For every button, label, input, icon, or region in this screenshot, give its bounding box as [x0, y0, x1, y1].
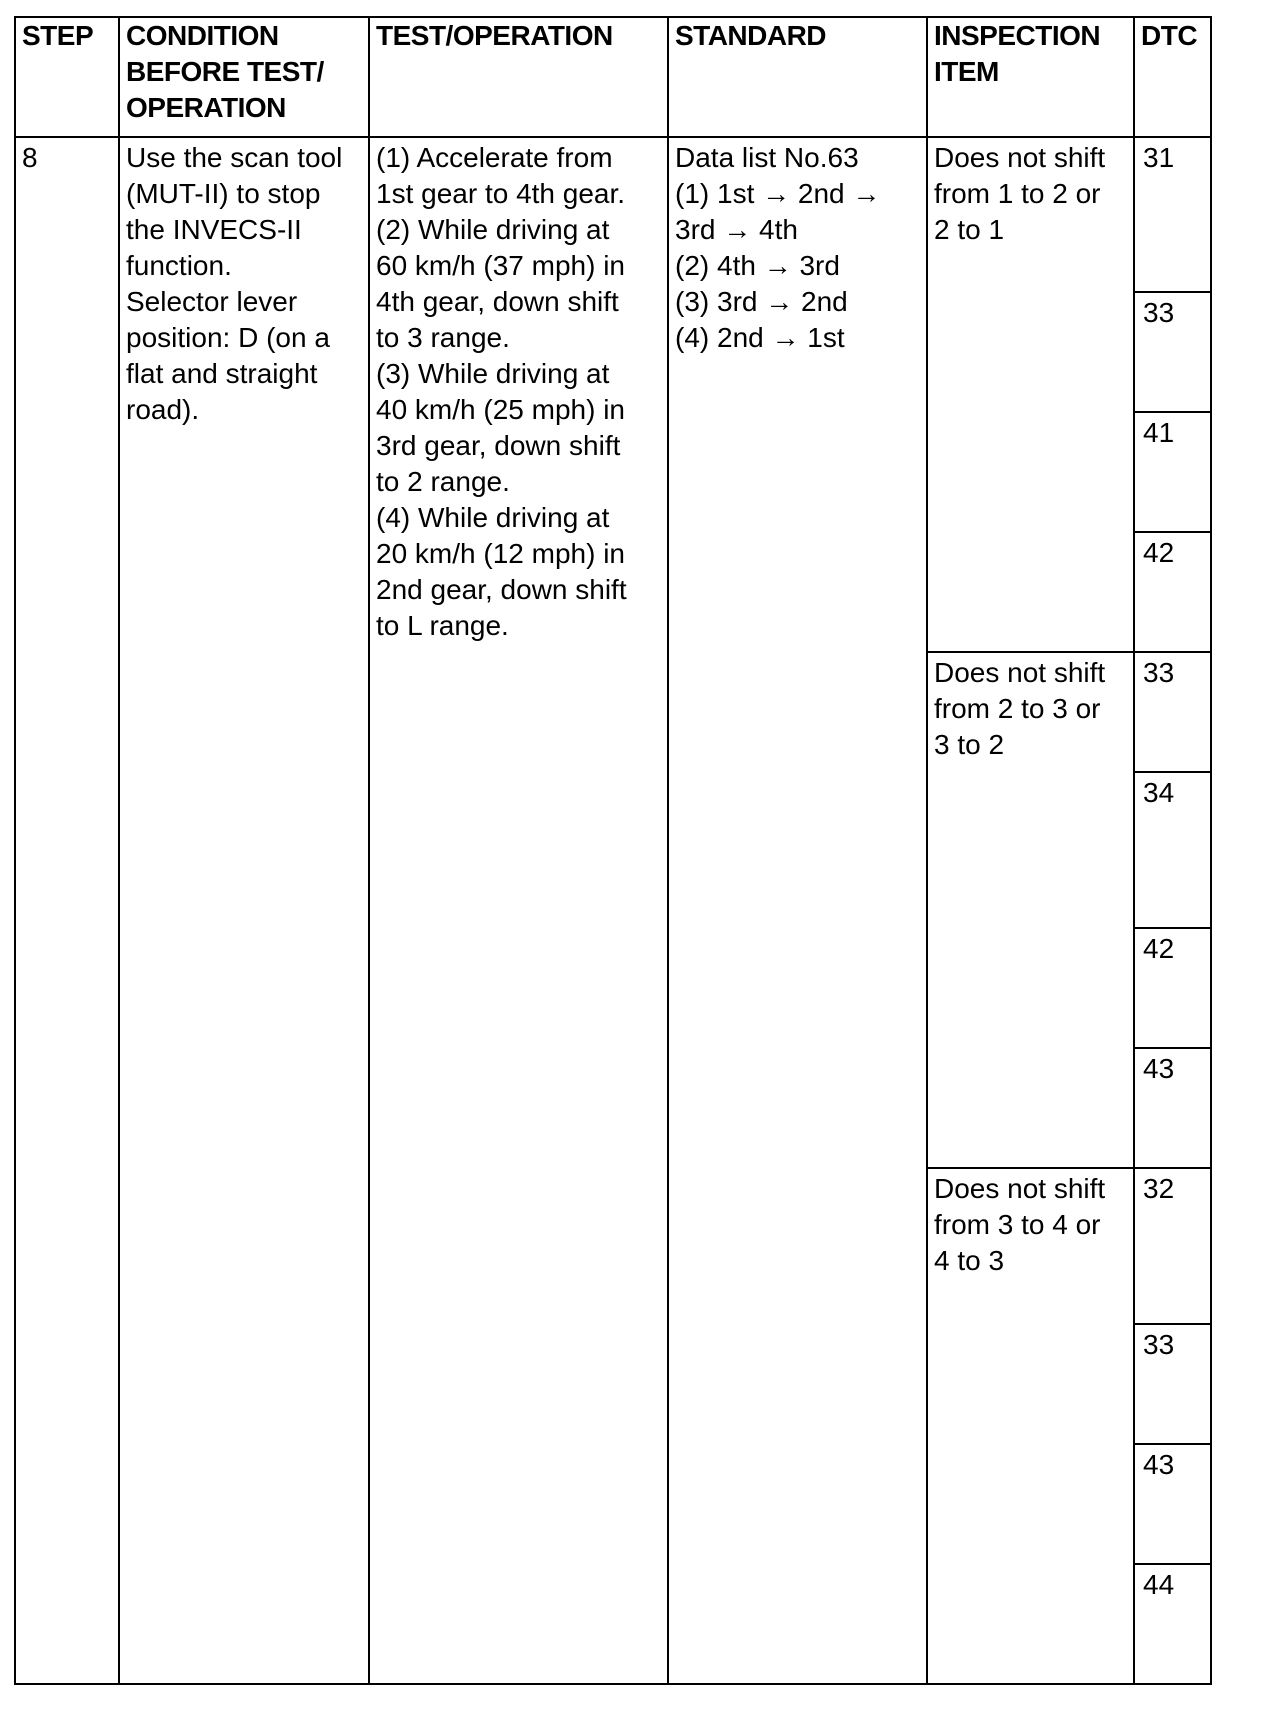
dtc-cell: 43	[1134, 1444, 1211, 1564]
table-row	[15, 137, 1211, 292]
dtc-cell: 44	[1134, 1564, 1211, 1684]
dtc-cell: 42	[1134, 532, 1211, 652]
dtc-cell: 31	[1134, 137, 1211, 292]
standard-cell: Data list No.63 (1) 1st → 2nd → 3rd → 4th (2) 4th → 3rd (3) 3rd → 2nd (4) 2nd → 1st	[668, 137, 927, 1684]
dtc-cell: 34	[1134, 772, 1211, 928]
condition-cell: Use the scan tool (MUT-II) to stop the INVECS-II function. Selector lever position: D (on a flat and straight road).	[119, 137, 369, 1684]
header-test-operation: TEST/OPERATION	[369, 17, 668, 137]
dtc-cell: 42	[1134, 928, 1211, 1048]
test-operation-cell: (1) Accelerate from 1st gear to 4th gear. (2) While driving at 60 km/h (37 mph) in 4th gear, down shift to 3 range. (3) While driving at 40 km/h (25 mph) in 3rd gear, down shift to 2 range. (4) While driving at 20 km/h (12 mph) in 2nd gear, down shift to L range.	[369, 137, 668, 1684]
dtc-cell: 32	[1134, 1168, 1211, 1324]
dtc-cell: 41	[1134, 412, 1211, 532]
inspection-item-cell: Does not shift from 1 to 2 or 2 to 1	[927, 137, 1134, 652]
step-cell: 8	[15, 137, 119, 1684]
header-dtc: DTC	[1134, 17, 1211, 137]
header-condition: CONDITION BEFORE TEST/ OPERATION	[119, 17, 369, 137]
dtc-cell: 33	[1134, 1324, 1211, 1444]
dtc-cell: 33	[1134, 292, 1211, 412]
dtc-cell: 33	[1134, 652, 1211, 772]
diagnosis-table	[14, 16, 1212, 1685]
header-step: STEP	[15, 17, 119, 137]
dtc-cell: 43	[1134, 1048, 1211, 1168]
inspection-item-cell: Does not shift from 2 to 3 or 3 to 2	[927, 652, 1134, 1168]
inspection-item-cell: Does not shift from 3 to 4 or 4 to 3	[927, 1168, 1134, 1684]
header-inspection-item: INSPECTION ITEM	[927, 17, 1134, 137]
header-standard: STANDARD	[668, 17, 927, 137]
header-row	[15, 17, 1211, 137]
